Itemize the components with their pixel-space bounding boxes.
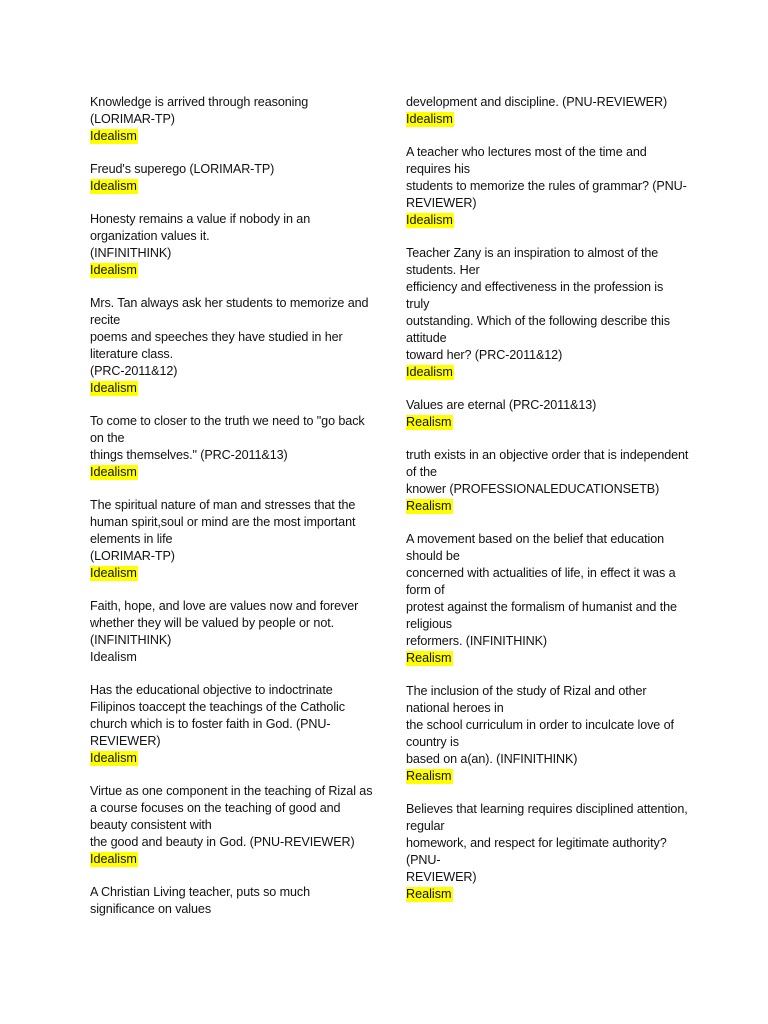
question-text-line: requires his [406,162,470,176]
question-text-line: A Christian Living teacher, puts so much [90,885,311,899]
highlighted-answer [90,128,368,145]
highlighted-answer [406,111,684,128]
question-text-line: (INFINITHINK) [90,633,172,647]
question-entry [90,94,368,145]
question-text-line: form of [406,583,445,597]
question-text-line: A movement based on the belief that education [406,532,665,546]
highlighted-answer [90,851,368,868]
question-text-line: Knowledge is arrived through reasoning [90,95,309,109]
answer-label: Idealism [90,263,137,277]
question-text-line: things themselves." (PRC-2011&13) [90,448,288,462]
question-text-line: (PRC-2011&12) [90,364,178,378]
highlighted-answer [406,414,684,431]
answer-label: Idealism [90,566,137,580]
question-text-line: To come to closer to the truth we need to "go back [90,414,365,428]
highlighted-answer [406,364,684,381]
highlighted-answer [90,178,368,195]
question-entry [90,884,368,918]
question-text-line: The spiritual nature of man and stresses that the [90,498,356,512]
question-text-line: literature class. [90,347,173,361]
answer-label: Realism [406,769,452,783]
question-entry [406,245,684,381]
question-entry [406,397,684,431]
question-text-line: REVIEWER) [406,196,477,210]
question-text-line: (LORIMAR-TP) [90,112,175,126]
question-text-line: students. Her [406,263,480,277]
question-text-line: whether they will be valued by people or not. [90,616,335,630]
question-text-line: religious [406,617,453,631]
answer-label: Idealism [90,179,137,193]
question-text-line: the good and beauty in God. (PNU-REVIEWER) [90,835,355,849]
highlighted-answer [406,212,684,229]
question-text-line: toward her? (PRC-2011&12) [406,348,563,362]
highlighted-answer [90,565,368,582]
answer-label: Realism [406,499,452,513]
answer-label: Idealism [90,751,137,765]
question-text-line: efficiency and effectiveness in the profession is [406,280,664,294]
right-column [406,94,689,919]
question-text-line: a course focuses on the teaching of good and [90,801,341,815]
question-text-line: on the [90,431,125,445]
question-entry [406,144,687,229]
question-text-line: Virtue as one component in the teaching of Rizal as [90,784,373,798]
question-entry [90,295,368,397]
question-entry [90,598,368,666]
question-text-line: recite [90,313,121,327]
highlighted-answer [406,650,684,667]
question-entry [406,531,684,667]
question-text-line: (LORIMAR-TP) [90,549,175,563]
highlighted-answer [90,750,368,767]
question-text-line: poems and speeches they have studied in her [90,330,343,344]
answer-label: Idealism [90,852,137,866]
question-text-line: students to memorize the rules of grammar? (PNU- [406,179,687,193]
highlighted-answer [406,886,684,903]
question-text-line: reformers. (INFINITHINK) [406,634,548,648]
question-text-line: elements in life [90,532,173,546]
question-text-line: (INFINITHINK) [90,246,172,260]
highlighted-answer [406,498,684,515]
question-text-line: beauty consistent with [90,818,212,832]
question-entry [90,161,368,195]
question-text-line: significance on values [90,902,212,916]
answer-label: Idealism [90,465,137,479]
question-entry [406,94,684,128]
question-entry [90,211,368,279]
question-text-line: based on a(an). (INFINITHINK) [406,752,578,766]
question-text-line: country is [406,735,459,749]
question-text-line: Faith, hope, and love are values now and forever [90,599,359,613]
question-text-line: human spirit,soul or mind are the most important [90,515,356,529]
question-text-line: attitude [406,331,447,345]
answer-label: Realism [406,415,452,429]
question-text-line: organization values it. [90,229,210,243]
question-entry [406,801,688,903]
answer-label: Idealism [406,112,453,126]
answer-label: Idealism [406,213,453,227]
question-text-line: Has the educational objective to indoctrinate [90,683,333,697]
question-text-line: Freud's superego (LORIMAR-TP) [90,162,275,176]
question-text-line: truth exists in an objective order that is independent [406,448,689,462]
question-text-line: truly [406,297,430,311]
question-text-line: homework, and respect for legitimate authority? [406,836,667,850]
question-text-line: REVIEWER) [406,870,477,884]
highlighted-answer [406,768,684,785]
answer-label: Idealism [90,381,137,395]
highlighted-answer [90,380,368,397]
question-entry [406,447,689,515]
question-text-line: Believes that learning requires disciplined attention, [406,802,688,816]
question-text-line: REVIEWER) [90,734,161,748]
answer-label: Realism [406,651,452,665]
question-text-line: Teacher Zany is an inspiration to almost of the [406,246,659,260]
question-entry [406,683,684,785]
answer-label: Idealism [406,365,453,379]
question-entry [90,783,373,868]
question-text-line: concerned with actualities of life, in effect it was a [406,566,676,580]
question-entry [90,413,368,481]
question-text-line: protest against the formalism of humanist and the [406,600,677,614]
question-text-line: the school curriculum in order to inculcate love of [406,718,674,732]
question-text-line: should be [406,549,460,563]
question-text-line: (PNU- [406,853,441,867]
question-text-line: regular [406,819,445,833]
question-text-line: Mrs. Tan always ask her students to memorize and [90,296,369,310]
left-column [90,94,373,934]
highlighted-answer [90,262,368,279]
question-text-line: Filipinos toaccept the teachings of the Catholic [90,700,345,714]
answer-label: Realism [406,887,452,901]
answer-label: Idealism [90,129,137,143]
question-text-line: knower (PROFESSIONALEDUCATIONSETB) [406,482,660,496]
question-text-line: A teacher who lectures most of the time and [406,145,647,159]
question-text-line: of the [406,465,437,479]
answer-label: Idealism [90,650,137,664]
question-text-line: The inclusion of the study of Rizal and other [406,684,647,698]
question-text-line: outstanding. Which of the following describe this [406,314,670,328]
question-entry [90,497,368,582]
question-text-line: development and discipline. (PNU-REVIEWER) [406,95,668,109]
question-text-line: church which is to foster faith in God. (PNU- [90,717,331,731]
question-text-line: Honesty remains a value if nobody in an [90,212,311,226]
question-entry [90,682,368,767]
question-text-line: Values are eternal (PRC-2011&13) [406,398,597,412]
highlighted-answer [90,464,368,481]
answer [90,649,368,666]
question-text-line: national heroes in [406,701,504,715]
